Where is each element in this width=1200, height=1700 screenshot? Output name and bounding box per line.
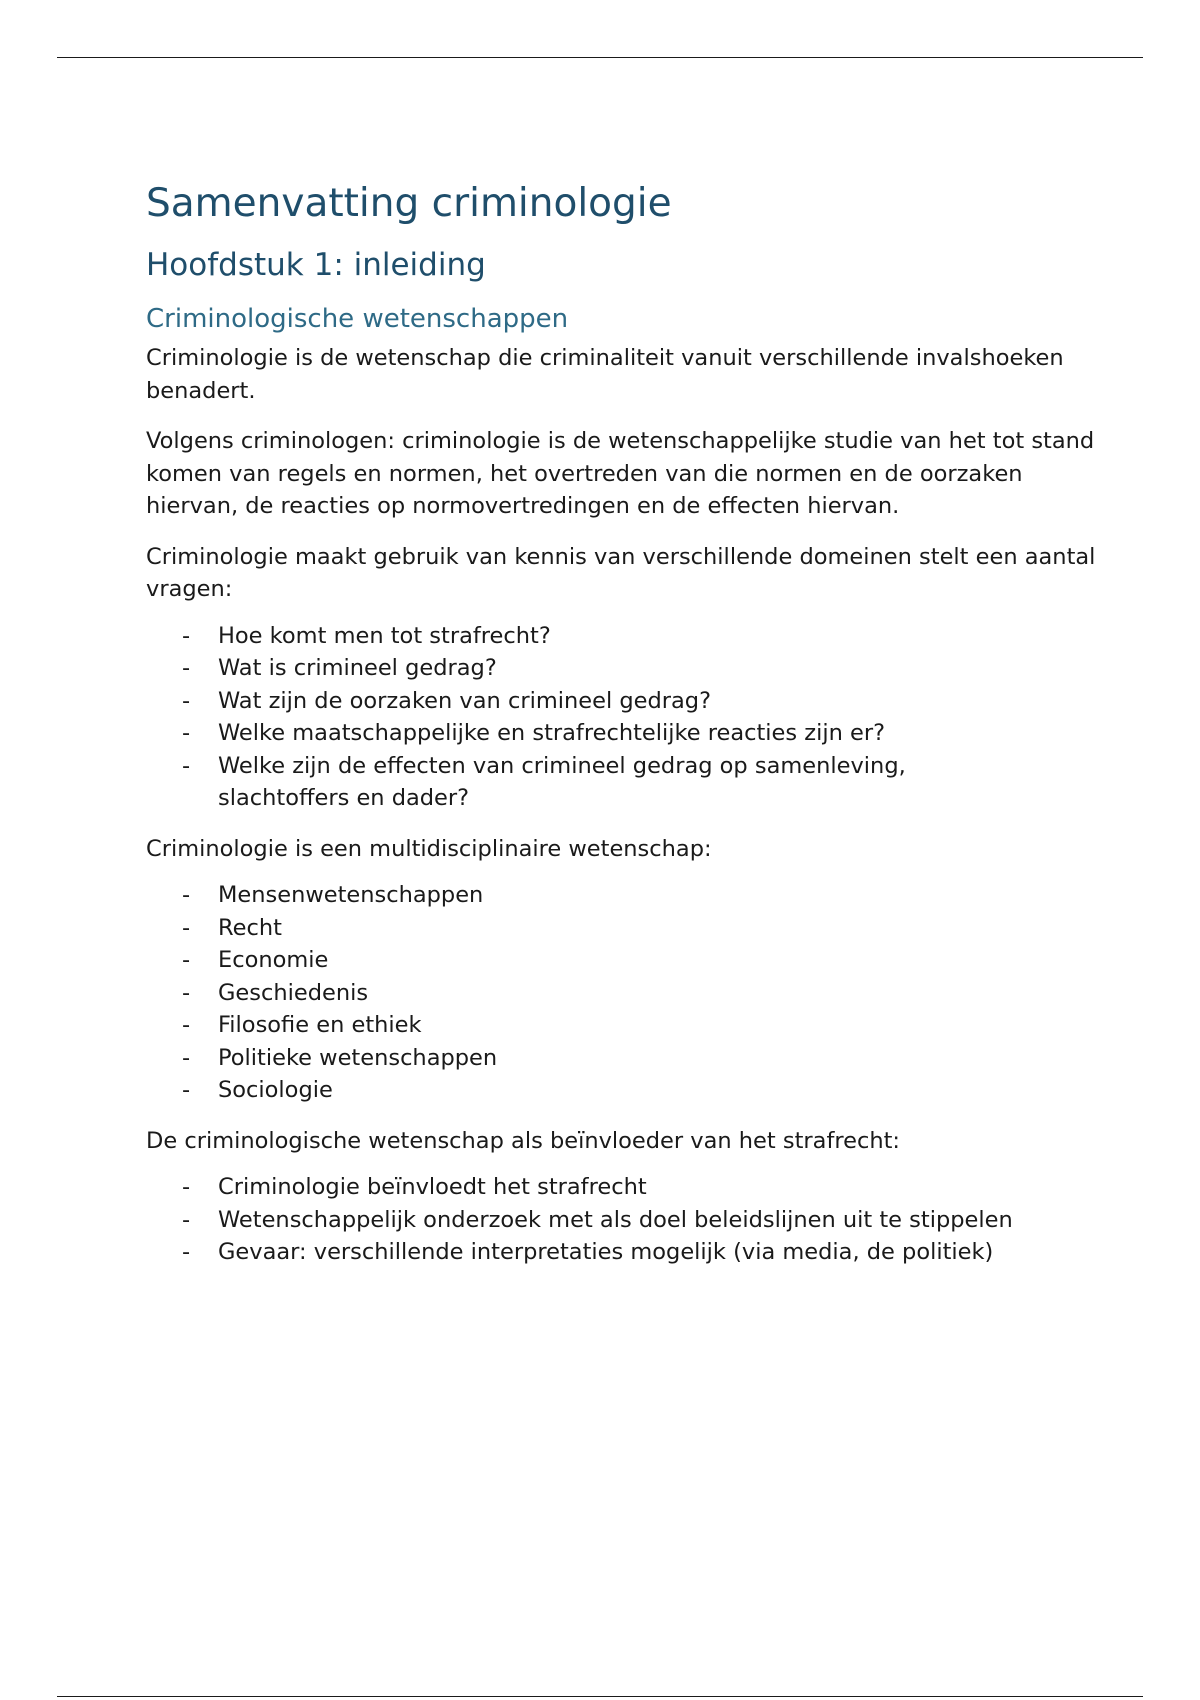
list-item: - Hoe komt men tot strafrecht? xyxy=(218,620,1106,653)
list-item: - Politieke wetenschappen xyxy=(218,1042,1106,1075)
top-rule xyxy=(57,57,1143,58)
list-item: - Wat is crimineel gedrag? xyxy=(218,652,1106,685)
list-item: - Mensenwetenschappen xyxy=(218,879,1106,912)
list-item: - Gevaar: verschillende interpretaties mogelijk (via media, de politiek) xyxy=(218,1236,1106,1269)
list-item: - Economie xyxy=(218,944,1106,977)
list-item: - Recht xyxy=(218,912,1106,945)
domains-intro-paragraph: Criminologie maakt gebruik van kennis van verschillende domeinen stelt een aantal vragen: xyxy=(146,543,1096,602)
criminologists-paragraph: Volgens criminologen: criminologie is de wetenschappelijke studie van het tot stand komen van regels en normen, het overtreden van die normen en de oorzaken hiervan, de reacties op normovertredingen en de effecten hiervan. xyxy=(146,428,1095,519)
list-item: - Filosofie en ethiek xyxy=(218,1009,1106,1042)
influence-list xyxy=(146,1171,1106,1269)
list-item: - Wetenschappelijk onderzoek met als doel beleidslijnen uit te stippelen xyxy=(218,1204,1106,1237)
list-item: - Criminologie beïnvloedt het strafrecht xyxy=(218,1171,1106,1204)
chapter-heading: Hoofdstuk 1: inleiding xyxy=(146,247,486,283)
bottom-rule xyxy=(57,1696,1143,1697)
list-item: - Welke maatschappelijke en strafrechtelijke reacties zijn er? xyxy=(218,717,1106,750)
multidisciplinary-intro-paragraph: Criminologie is een multidisciplinaire wetenschap: xyxy=(146,835,712,862)
list-item: - Sociologie xyxy=(218,1074,1106,1107)
section-heading: Criminologische wetenschappen xyxy=(146,304,569,334)
document-title: Samenvatting criminologie xyxy=(146,181,672,226)
definition-paragraph: Criminologie is de wetenschap die criminaliteit vanuit verschillende invalshoeken benadert. xyxy=(146,345,1064,404)
list-item: - Wat zijn de oorzaken van crimineel gedrag? xyxy=(218,685,1106,718)
list-item: - Welke zijn de effecten van crimineel gedrag op samenleving, slachtoffers en dader? xyxy=(218,750,978,815)
disciplines-list xyxy=(146,879,1106,1107)
questions-list xyxy=(146,620,1106,815)
document-page xyxy=(146,174,1106,1269)
list-item: - Geschiedenis xyxy=(218,977,1106,1010)
influence-intro-paragraph: De criminologische wetenschap als beïnvloeder van het strafrecht: xyxy=(146,1127,901,1154)
